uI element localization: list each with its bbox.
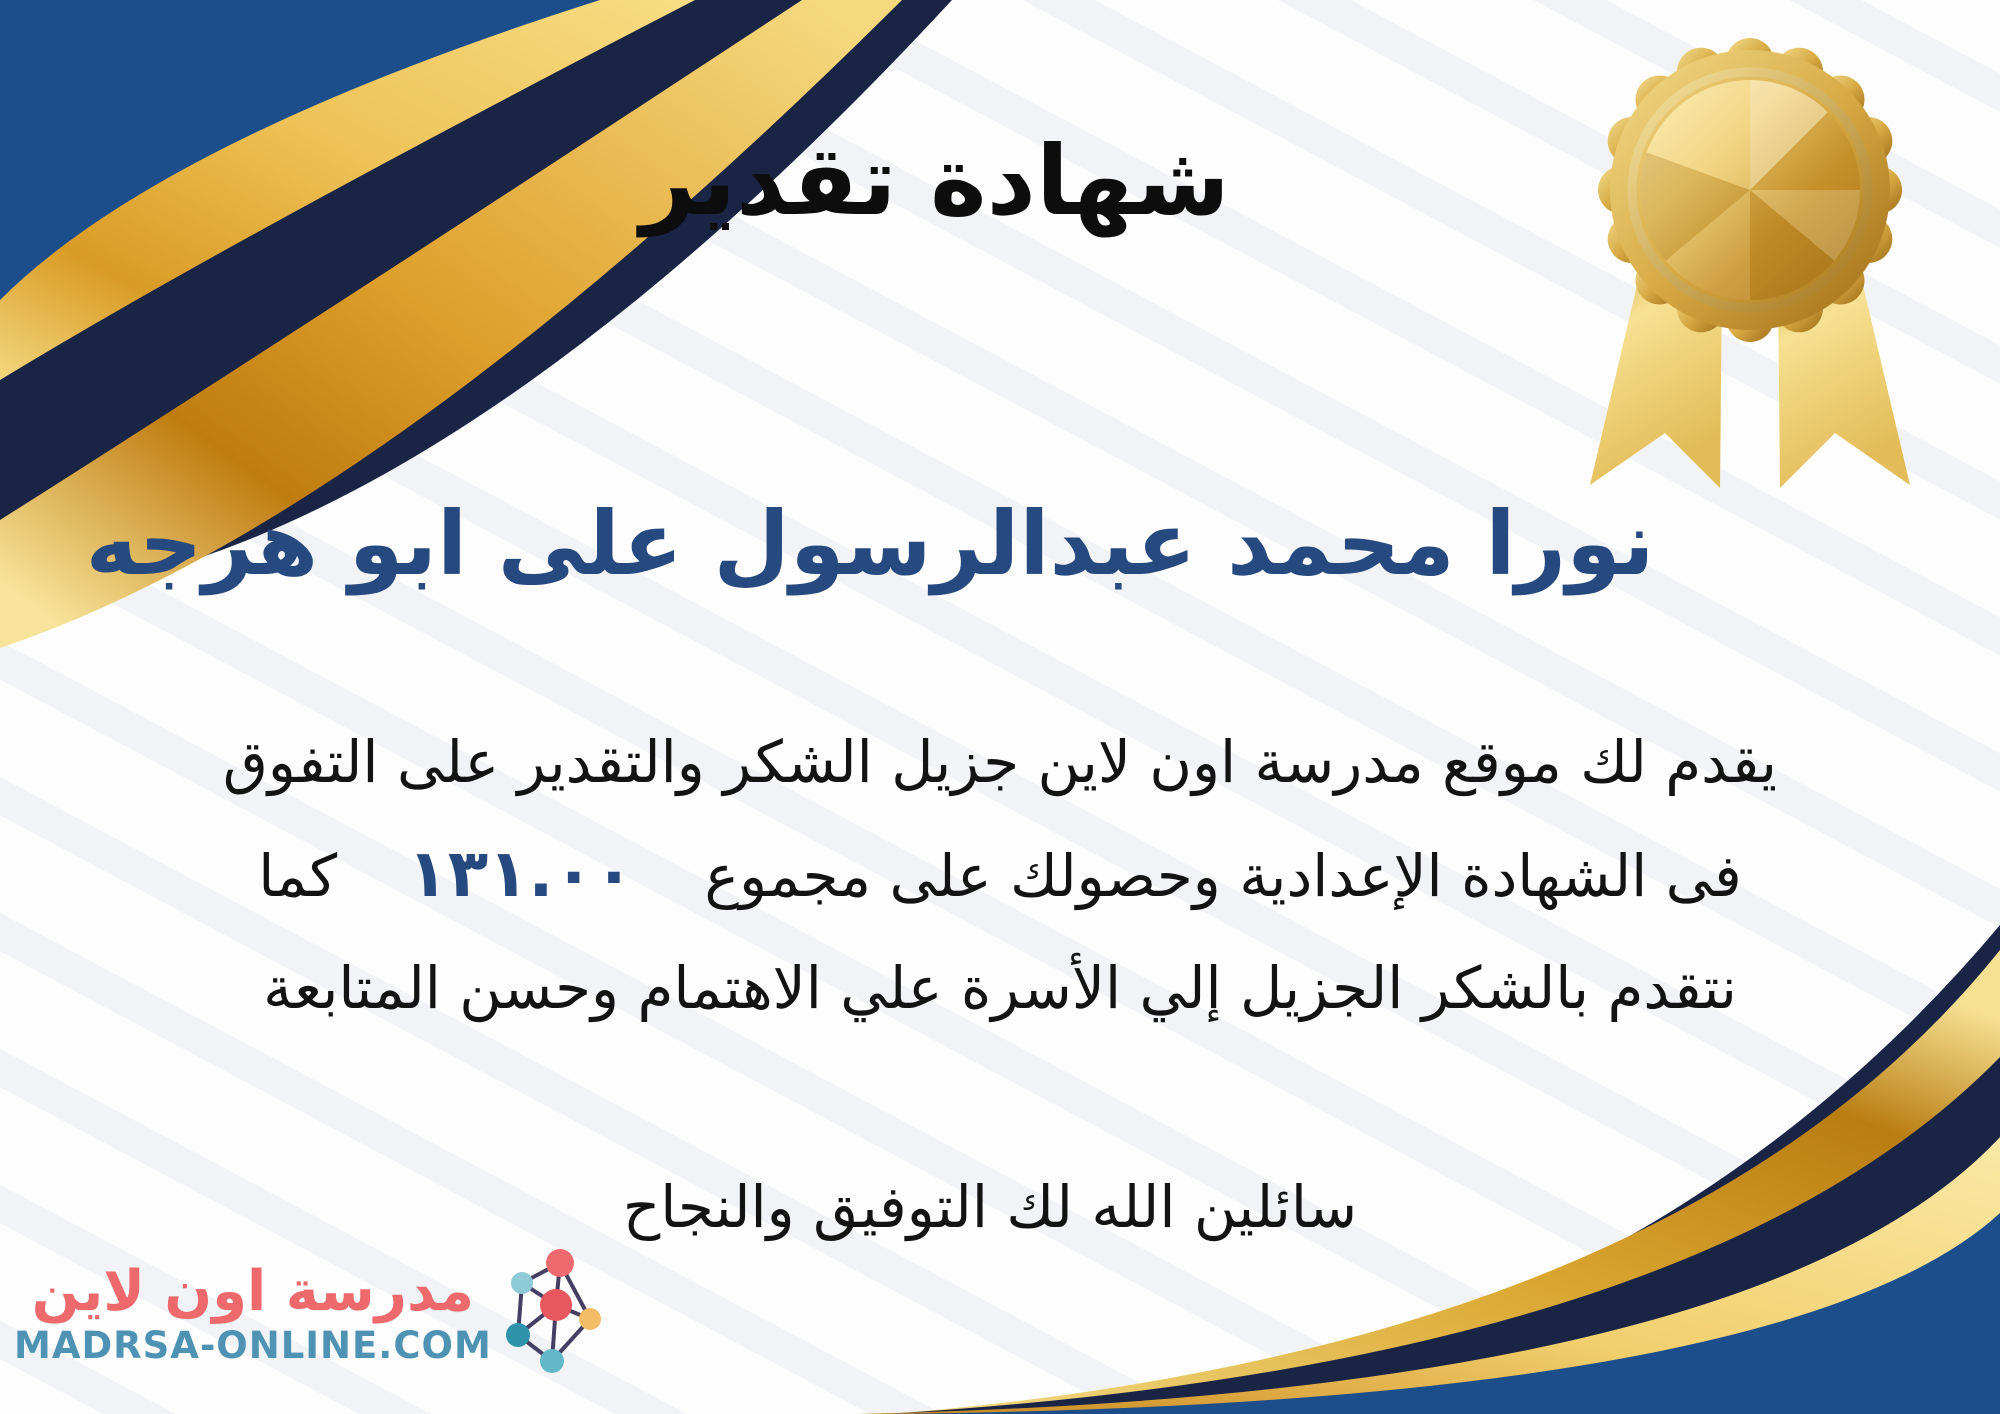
body-line-3: نتقدم بالشكر الجزيل إلي الأسرة علي الاهتمام وحسن المتابعة [263, 954, 1737, 1022]
certificate-title: شهادة تقدير [640, 125, 1230, 237]
brand-name-arabic: مدرسة اون لاين [31, 1259, 474, 1325]
brand-domain: MADRSA-ONLINE.COM [14, 1324, 492, 1368]
body-line-1: يقدم لك موقع مدرسة اون لاين جزيل الشكر والتقدير على التفوق [222, 728, 1778, 796]
body-line-2 [60, 818, 1940, 932]
network-logo-icon [502, 1244, 606, 1382]
certificate-body [0, 706, 2000, 1044]
score-value: ١٣١.٠٠ [407, 835, 635, 912]
student-name: نورا محمد عبدالرسول على ابو هرجه [85, 492, 1655, 595]
gold-medal-icon [1555, 15, 1945, 515]
body-line-2-prefix: فى الشهادة الإعدادية وحصولك على مجموع [704, 842, 1742, 910]
closing-line: سائلين الله لك التوفيق والنجاح [622, 1173, 1358, 1241]
body-line-2-suffix: كما [258, 842, 338, 910]
brand-logo-text [14, 1258, 492, 1368]
brand-logo [14, 1244, 492, 1382]
